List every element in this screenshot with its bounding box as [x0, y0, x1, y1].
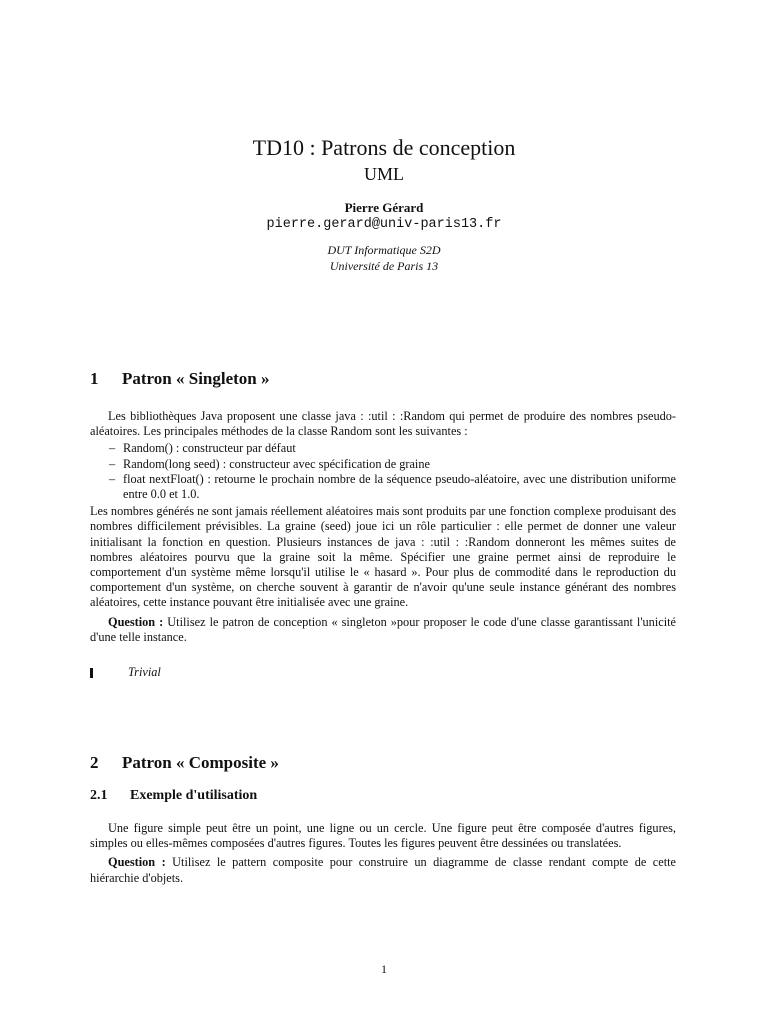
section-2-title: Patron « Composite »	[122, 753, 279, 772]
section-1-paragraph: Les nombres générés ne sont jamais réellement aléatoires mais sont produits par une fonction complexe produisant des nombres difficilement prévisibles. La graine (seed) joue ici un rôle particulier : elle permet de donner une valeur initialisant la fonction en question. Plusieurs instances de java : :util : :Random donneront les mêmes suites de nombres aléatoires pourvu que la graine soit la même. Spécifier une graine permet ainsi de reproduire le comportement d'un système même lorsqu'il utilise le « hasard ». Pour plus de commodité dans le reproduction du comportement d'un système, on cherche souvent à garantir de n'avoir qu'une seule instance générant des nombres aléatoires, cette instance pouvant être initialisée avec une graine.	[90, 504, 676, 610]
section-1-heading	[90, 368, 676, 390]
affiliation-line-2: Université de Paris 13	[329, 259, 439, 273]
subsection-2-1-title: Exemple d'utilisation	[130, 788, 258, 803]
document-subtitle: UML	[364, 164, 404, 184]
section-2-heading	[90, 752, 676, 774]
subsection-2-1-number: 2.1	[90, 788, 108, 803]
title-block	[0, 134, 768, 274]
question-text: Utilisez le patron de conception « singleton »pour proposer le code d'une classe garantissant l'unicité d'une telle instance.	[90, 614, 676, 644]
affiliation-line-1: DUT Informatique S2D	[327, 243, 441, 257]
section-2-paragraph: Une figure simple peut être un point, une ligne ou un cercle. Une figure peut être composée d'autres figures, simples ou elles-mêmes composées d'autres figures. Toutes les figures peuvent être dessinées ou translatées.	[90, 821, 676, 851]
answer-block	[90, 665, 676, 680]
section-2-question	[90, 855, 676, 885]
document-title: TD10 : Patrons de conception	[252, 135, 516, 160]
answer-text: Trivial	[128, 665, 161, 680]
question-label: Question :	[108, 855, 166, 870]
section-2	[90, 752, 676, 886]
author-email: pierre.gerard@univ-paris13.fr	[266, 217, 502, 232]
method-list	[90, 441, 676, 502]
question-label: Question :	[108, 614, 164, 629]
subsection-2-1-heading	[90, 787, 676, 805]
section-1-question	[90, 615, 676, 645]
section-1-title: Patron « Singleton »	[122, 369, 270, 388]
section-2-number: 2	[90, 753, 99, 772]
page-number: 1	[381, 962, 387, 976]
section-1-intro: Les bibliothèques Java proposent une classe java : :util : :Random qui permet de produire des nombres pseudo-aléatoires. Les principales méthodes de la classe Random sont les suivantes :	[90, 409, 676, 439]
section-1-number: 1	[90, 369, 99, 388]
section-1	[90, 368, 676, 680]
method-list-item: – float nextFloat() : retourne le prochain nombre de la séquence pseudo-aléatoire, avec une distribution uniforme entre 0.0 et 1.0.	[123, 472, 676, 502]
author-name: Pierre Gérard	[344, 200, 424, 215]
method-list-item: – Random() : constructeur par défaut	[123, 441, 676, 456]
method-list-item: – Random(long seed) : constructeur avec spécification de graine	[123, 457, 676, 472]
answer-marker	[90, 668, 93, 678]
question-text: Utilisez le pattern composite pour construire un diagramme de classe rendant compte de cette hiérarchie d'objets.	[90, 855, 676, 885]
